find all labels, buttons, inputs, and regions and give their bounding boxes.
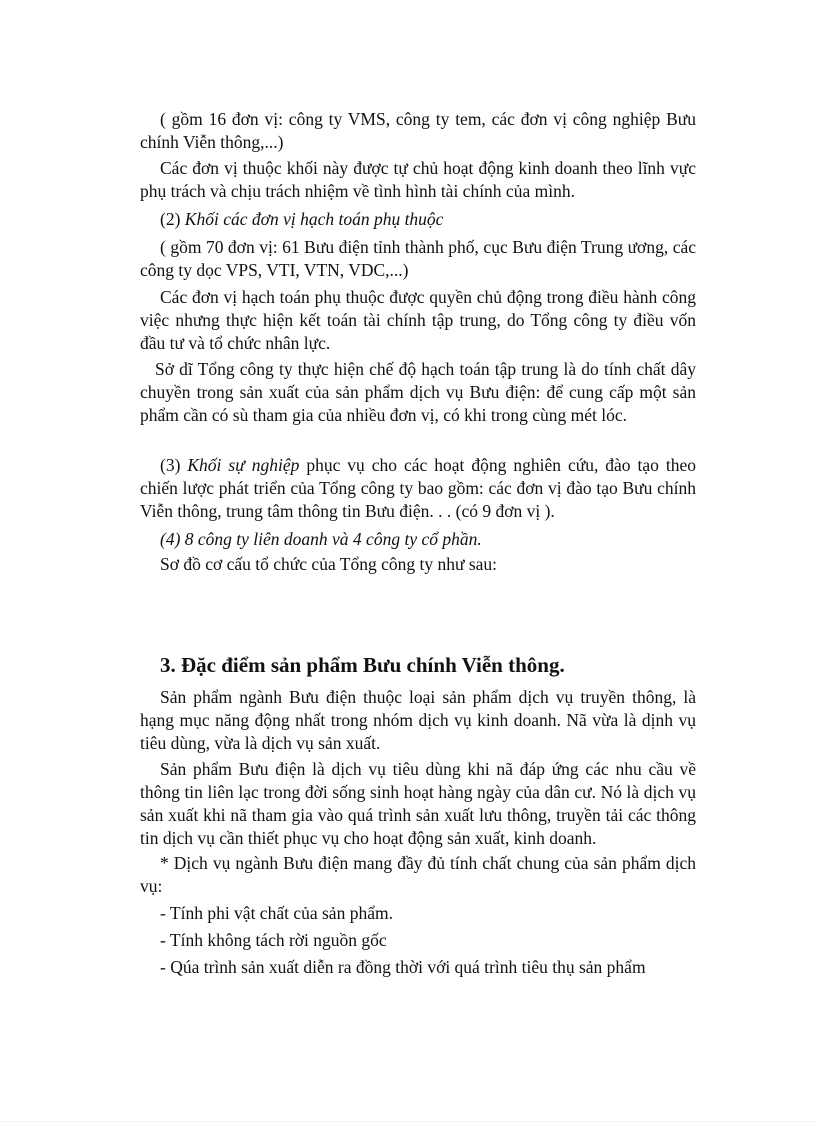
paragraph-org-chart-intro: Sơ đồ cơ cấu tổ chức của Tổng công ty như sau: <box>160 554 498 574</box>
item-number: (3) <box>160 455 188 475</box>
section-heading: 3. Đặc điểm sản phẩm Bưu chính Viễn thông. <box>160 653 565 677</box>
paragraph-dependent-units-description: Các đơn vị hạch toán phụ thuộc được quyền chủ động trong điều hành công việc nhưng thực hiện kết toán tài chính tập trung, do Tổng công ty điều vốn đầu tư và tổ chức nhân lực. <box>140 287 696 353</box>
paragraph-independent-units: Các đơn vị thuộc khối này được tự chủ hoạt động kinh doanh theo lĩnh vực phụ trách và chịu trách nhiệm về tình hình tài chính của mình. <box>140 158 696 201</box>
paragraph-dependent-units-heading <box>140 208 696 231</box>
list-item-inseparability: - Tính không tách rời nguồn gốc <box>160 930 387 950</box>
paragraph-dependent-units-list: ( gồm 70 đơn vị: 61 Bưu điện tỉnh thành phố, cục Bưu điện Trung ương, các công ty dọc VPS, VTI, VTN, VDC,...) <box>140 237 696 280</box>
page-bottom-edge <box>0 1121 816 1122</box>
paragraph-centralized-accounting: Sở dĩ Tổng công ty thực hiện chế độ hạch toán tập trung là do tính chất dây chuyền trong sản xuất của sản phẩm dịch vụ Bưu điện: để cung cấp một sản phẩm cần có sù tham gia của nhiều đơn vị, có khi trong cùng mét lóc. <box>140 359 696 425</box>
item-number: (2) <box>160 209 185 229</box>
paragraph-text: phục vụ cho các hoạt động nghiên cứu, đào tạo theo chiến lược phát triển của Tổng công ty bao gồm: các đơn vị đào tạo Bưu chính Viễn thông, trung tâm thông tin Bưu điện. . . (có 9 đơn vị ). <box>140 455 696 521</box>
paragraph-consumer-service: Sản phẩm Bưu điện là dịch vụ tiêu dùng khi nã đáp ứng các nhu cầu về thông tin liên lạc trong đời sống sinh hoạt hàng ngày của dân cư. Nó là dịch vụ sản xuất khi nã tham gia vào quá trình sản xuất lưu thông, truyền tải các thông tin dịch vụ cần thiết phục vụ cho hoạt động sản xuất, kinh doanh. <box>140 759 696 848</box>
italic-term: Khối sự nghiệp <box>187 455 300 475</box>
italic-term: Khối các đơn vị hạch toán phụ thuộc <box>184 209 444 229</box>
paragraph-joint-ventures: (4) 8 công ty liên doanh và 4 công ty cổ phần. <box>160 529 482 549</box>
paragraph-service-characteristics: * Dịch vụ ngành Bưu điện mang đầy đủ tính chất chung của sản phẩm dịch vụ: <box>140 853 696 896</box>
list-item-intangibility: - Tính phi vật chất của sản phẩm. <box>160 903 393 923</box>
list-item-simultaneity: - Qúa trình sản xuất diễn ra đồng thời với quá trình tiêu thụ sản phẩm <box>160 957 646 977</box>
paragraph-member-units-list: ( gồm 16 đơn vị: công ty VMS, công ty tem, các đơn vị công nghiệp Bưu chính Viễn thông,...) <box>140 109 696 152</box>
paragraph-research-units <box>140 454 696 523</box>
paragraph-product-type: Sản phẩm ngành Bưu điện thuộc loại sản phẩm dịch vụ truyền thông, là hạng mục năng động nhất trong nhóm dịch vụ kinh doanh. Nã vừa là dịnh vụ tiêu dùng, vừa là dịch vụ sản xuất. <box>140 687 696 753</box>
